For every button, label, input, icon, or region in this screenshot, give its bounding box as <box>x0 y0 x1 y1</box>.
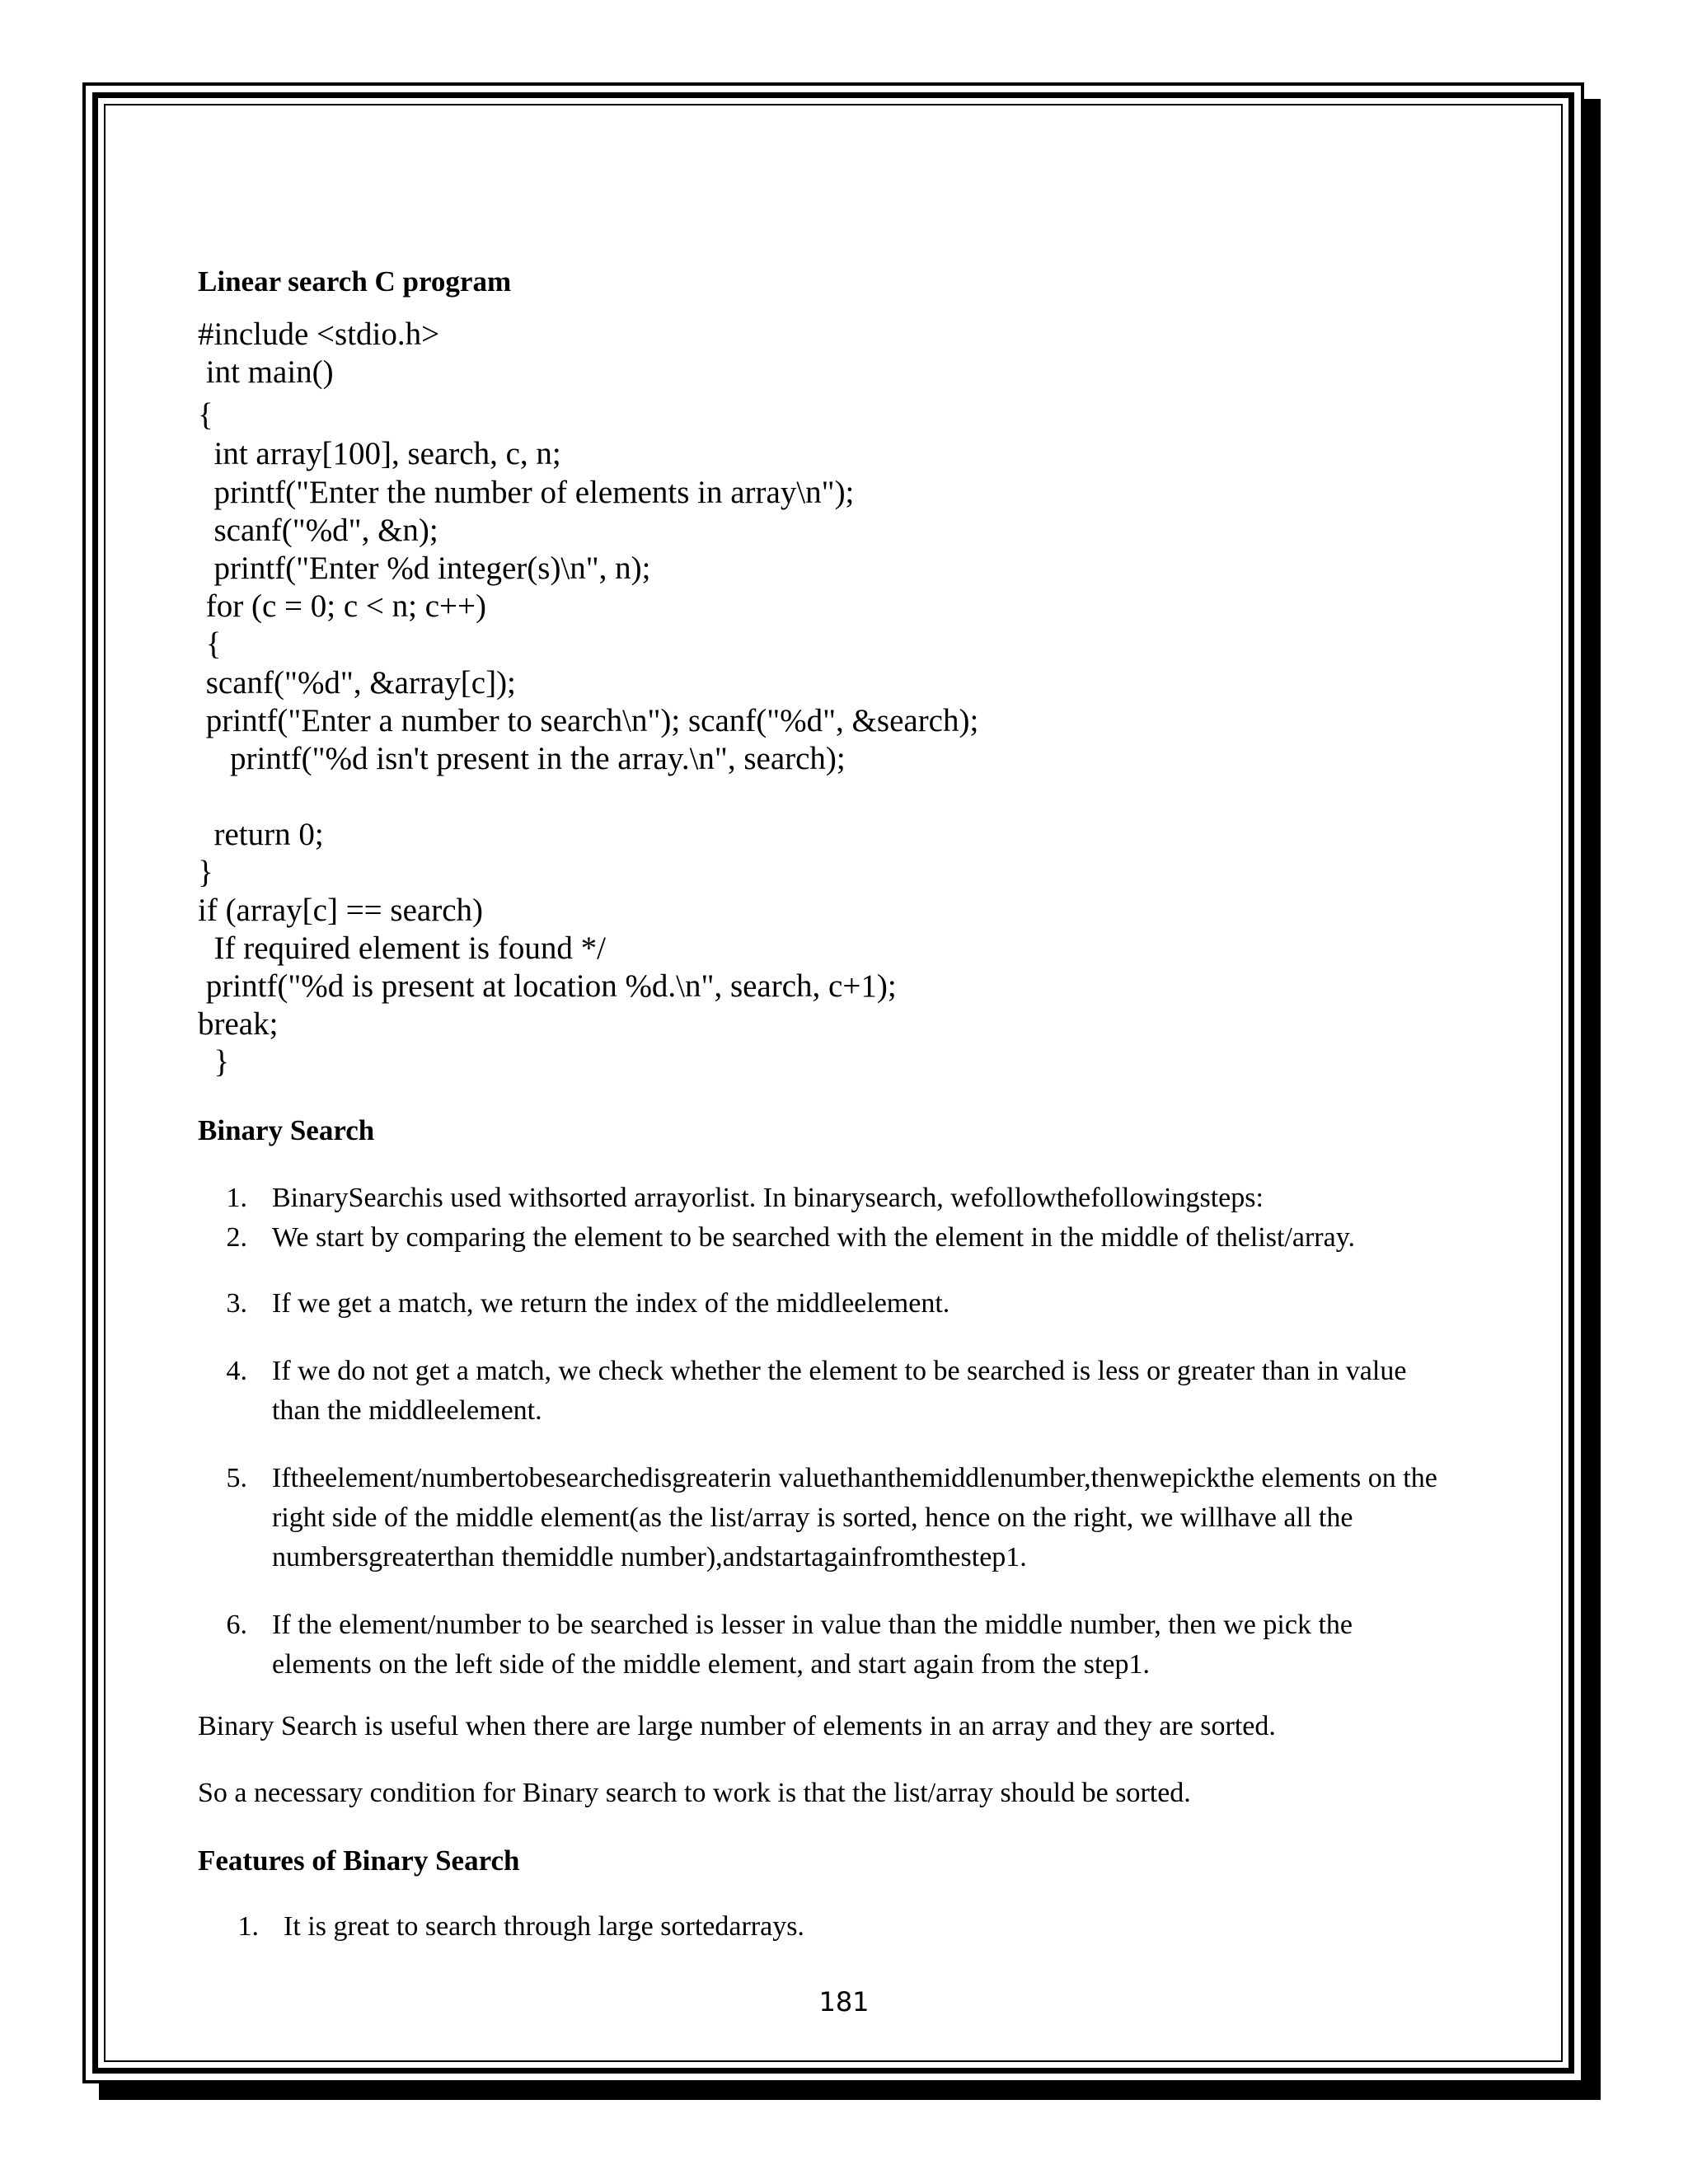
list-number: 2. <box>226 1222 247 1253</box>
code-line: printf("Enter a number to search\n"); scanf("%d", &search); <box>198 703 979 738</box>
list-number: 1. <box>226 1183 247 1213</box>
list-text: If we get a match, we return the index of the middleelement. <box>272 1288 950 1319</box>
code-line: if (array[c] == search) <box>198 893 484 928</box>
list-text: Iftheelement/numbertobesearchedisgreaterin valuethanthemiddlenumber,thenwepickthe elements on the right side of the middle element(as the list/array is sorted, hence on the right, we willhave all the numbersgreaterthan themiddle number),andstartagainfromthestep1. <box>272 1463 1437 1572</box>
list-text: It is great to search through large sortedarrays. <box>284 1911 804 1942</box>
list-text: BinarySearchis used withsorted arrayorlist. In binarysearch, wefollowthefollowingsteps: <box>272 1183 1264 1213</box>
code-line: scanf("%d", &n); <box>198 513 438 548</box>
code-line: scanf("%d", &array[c]); <box>198 665 516 701</box>
binary-search-heading: Binary Search <box>198 1114 375 1146</box>
code-line: return 0; <box>198 817 324 852</box>
code-line: int array[100], search, c, n; <box>198 436 561 471</box>
page-border-line <box>104 104 1563 2062</box>
code-line: printf("Enter the number of elements in array\n"); <box>198 475 855 510</box>
features-heading: Features of Binary Search <box>198 1844 520 1877</box>
linear-search-heading: Linear search C program <box>198 265 512 298</box>
code-line: { <box>198 626 222 662</box>
code-line: printf("%d isn't present in the array.\n", search); <box>198 741 846 776</box>
list-number: 6. <box>226 1610 247 1640</box>
list-text: If we do not get a match, we check whether the element to be searched is less or greater than in value than the middleelement. <box>272 1356 1407 1426</box>
code-line: #include <stdio.h> <box>198 316 440 352</box>
binary-search-paragraph: So a necessary condition for Binary search to work is that the list/array should be sorted. <box>198 1778 1191 1808</box>
list-text: If the element/number to be searched is lesser in value than the middle number, then we pick the elements on the left side of the middle element, and start again from the step1. <box>272 1610 1353 1680</box>
list-number: 1. <box>237 1911 259 1942</box>
code-line: break; <box>198 1006 279 1042</box>
code-line: } <box>198 1044 230 1080</box>
code-line: for (c = 0; c < n; c++) <box>198 588 487 624</box>
list-number: 4. <box>226 1356 247 1386</box>
list-number: 5. <box>226 1463 247 1493</box>
code-line: } <box>198 855 213 890</box>
code-line: printf("Enter %d integer(s)\n", n); <box>198 551 651 586</box>
list-text: We start by comparing the element to be searched with the element in the middle of thelist/array. <box>272 1222 1355 1253</box>
code-line: If required element is found */ <box>198 930 606 966</box>
binary-search-paragraph: Binary Search is useful when there are large number of elements in an array and they are sorted. <box>198 1711 1276 1741</box>
list-number: 3. <box>226 1288 247 1319</box>
code-line: printf("%d is present at location %d.\n", search, c+1); <box>198 968 897 1004</box>
code-line: int main() <box>198 354 334 390</box>
page-number: 181 <box>818 1986 870 2018</box>
code-line: { <box>198 397 213 433</box>
